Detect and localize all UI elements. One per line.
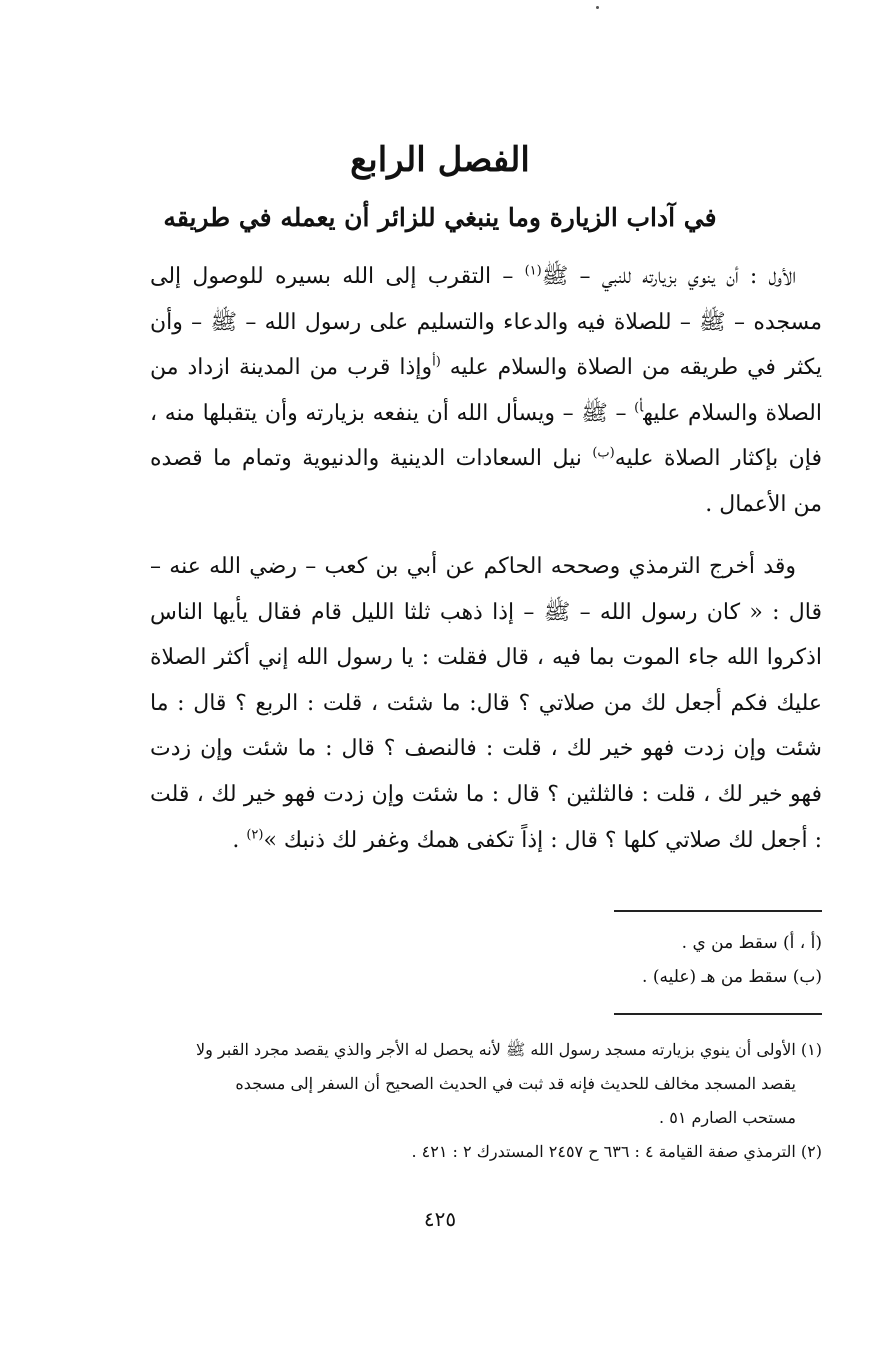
variant-marker: أ)	[634, 400, 644, 416]
page-number: ٤٢٥	[423, 1207, 457, 1231]
paragraph-text: وإذا قرب من المدينة ازداد من الصلاة والسلام عليه	[150, 355, 822, 426]
variant-notes-divider	[614, 910, 822, 912]
chapter-subtitle: في آداب الزيارة وما ينبغي للزائر أن يعمله في طريقه	[163, 203, 717, 232]
paragraph-text: – التقرب إلى الله بسيره للوصول إلى مسجده – ﷺ – للصلاة فيه والدعاء والتسليم على رسول الله – ﷺ – وأن يكثر في طريقه من الصلاة والسلام عليه	[150, 264, 822, 381]
variant-note: (أ ، أ) سقط من ي .	[681, 933, 822, 953]
paragraph-text: .	[232, 827, 247, 853]
paragraph-first-etiquette	[150, 254, 822, 528]
chapter-title: الفصل الرابع	[350, 140, 530, 180]
footnote-marker: (١)	[524, 263, 542, 279]
paragraph-text: الأول : أن ينوي بزيارته للنبي – ﷺ	[541, 264, 796, 289]
scan-speck	[596, 6, 599, 9]
variant-notes	[150, 926, 822, 994]
footnote-2: (٢) الترمذي صفة القيامة ٤ : ٦٣٦ ح ٢٤٥٧ المستدرك ٢ : ٤٢١ .	[411, 1142, 822, 1161]
variant-marker: (أ	[432, 354, 441, 370]
footnote-1-line: (١) الأولى أن ينوي بزيارته مسجد رسول الله ﷺ لأنه يحصل له الأجر والذي يقصد مجرد القبر ولا	[195, 1040, 822, 1059]
paragraph-text: نيل السعادات الدينية والدنيوية وتمام ما قصده من الأعمال .	[150, 446, 822, 517]
paragraph-hadith	[150, 544, 822, 863]
footnotes-divider	[614, 1013, 822, 1015]
variant-note: (ب) سقط من هـ (عليه) .	[642, 967, 822, 987]
footnotes	[150, 1033, 822, 1169]
footnote-1-line: مستحب الصارم ٥١ .	[659, 1108, 796, 1127]
footnote-marker: (٢)	[246, 827, 264, 843]
footnote-1-line: يقصد المسجد مخالف للحديث فإنه قد ثبت في الحديث الصحيح أن السفر إلى مسجده	[235, 1074, 796, 1093]
paragraph-text: – ﷺ – ويسأل الله أن ينفعه بزيارته وأن يتقبلها منه ، فإن بإكثار الصلاة عليه	[150, 400, 823, 472]
paragraph-text: وقد أخرج الترمذي وصححه الحاكم عن أبي بن كعب – رضي الله عنه – قال : « كان رسول الله – ﷺ – إذا ذهب ثلثا الليل قام فقال يأيها الناس اذكروا الله جاء الموت بما فيه ، قال فقلت : يا رسول الله إني أكثر الصلاة عليك فكم أجعل لك من صلاتي ؟ قال: ما شئت ، قلت : الربع ؟ قال : ما شئت وإن زدت فهو خير لك ، قلت : فالنصف ؟ قال : ما شئت وإن زدت فهو خير لك ، قلت : فالثلثين ؟ قال : ما شئت وإن زدت فهو خير لك ، قلت : أجعل لك صلاتي كلها ؟ قال : إذاً تكفى همك وغفر لك ذنبك »	[150, 554, 822, 853]
variant-marker: (ب)	[592, 446, 615, 462]
